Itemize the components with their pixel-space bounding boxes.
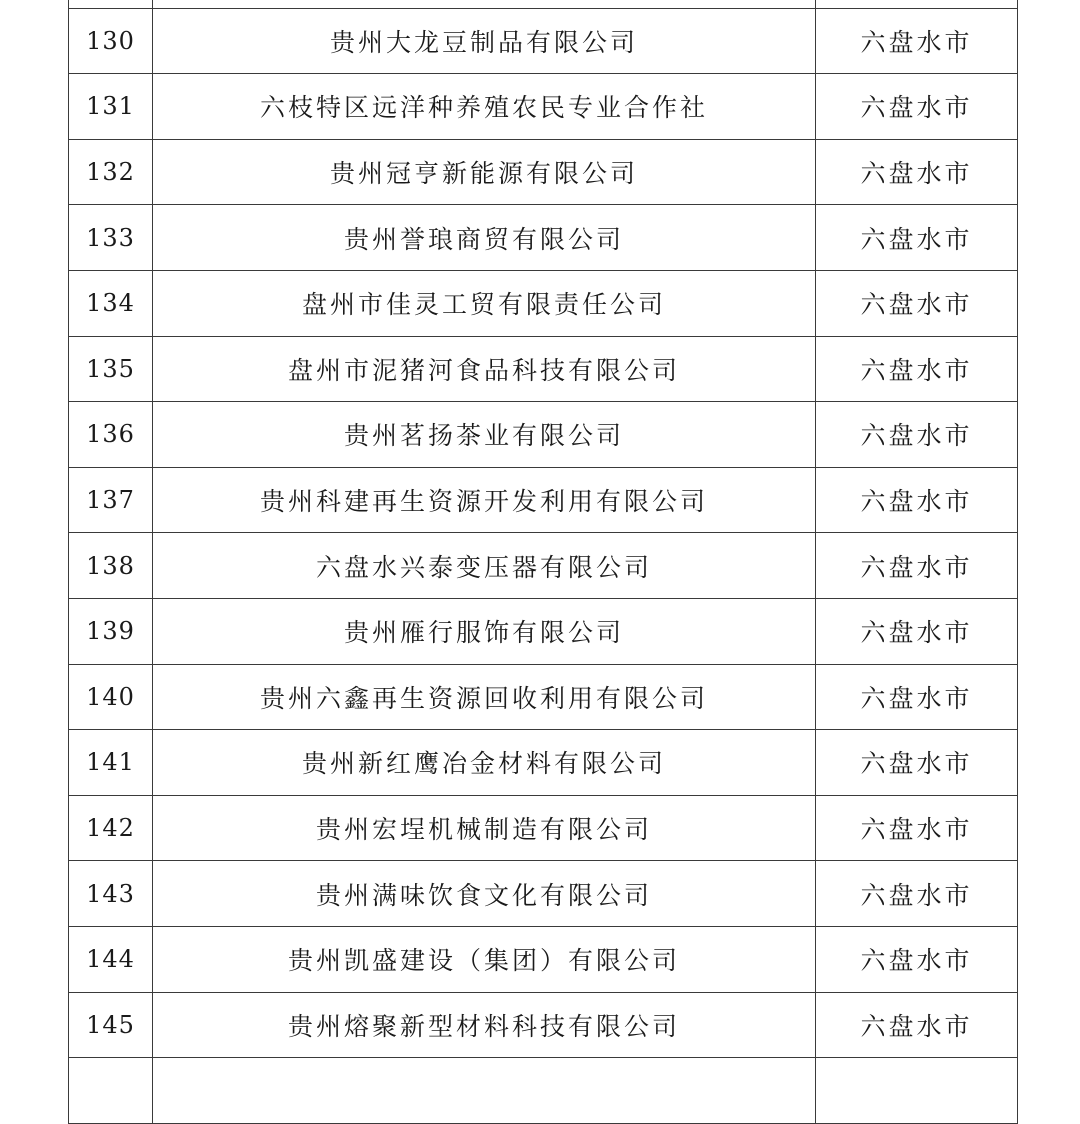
cell-empty (816, 0, 1018, 8)
table-row (69, 205, 1018, 271)
table-row-partial-top (69, 0, 1018, 8)
row-number: 142 (69, 795, 153, 861)
row-number: 138 (69, 533, 153, 599)
table-row (69, 730, 1018, 796)
company-name: 六盘水兴泰变压器有限公司 (153, 533, 816, 599)
city-name: 六盘水市 (816, 205, 1018, 271)
company-name: 贵州六鑫再生资源回收利用有限公司 (153, 664, 816, 730)
table-row (69, 467, 1018, 533)
table-row-partial-bottom (69, 1058, 1018, 1124)
city-name: 六盘水市 (816, 336, 1018, 402)
city-name: 六盘水市 (816, 270, 1018, 336)
row-number: 134 (69, 270, 153, 336)
table-row (69, 74, 1018, 140)
row-number: 133 (69, 205, 153, 271)
table-row (69, 139, 1018, 205)
row-number: 131 (69, 74, 153, 140)
company-name: 贵州誉琅商贸有限公司 (153, 205, 816, 271)
city-name: 六盘水市 (816, 926, 1018, 992)
row-number: 139 (69, 598, 153, 664)
table-row (69, 533, 1018, 599)
city-name: 六盘水市 (816, 533, 1018, 599)
cell-empty (816, 1058, 1018, 1124)
row-number: 136 (69, 402, 153, 468)
company-name: 贵州宏埕机械制造有限公司 (153, 795, 816, 861)
row-number: 143 (69, 861, 153, 927)
cell-empty (69, 0, 153, 8)
city-name: 六盘水市 (816, 795, 1018, 861)
row-number: 140 (69, 664, 153, 730)
cell-empty (153, 1058, 816, 1124)
city-name: 六盘水市 (816, 730, 1018, 796)
company-name: 贵州熔聚新型材料科技有限公司 (153, 992, 816, 1058)
row-number: 137 (69, 467, 153, 533)
table-row (69, 8, 1018, 74)
city-name: 六盘水市 (816, 402, 1018, 468)
city-name: 六盘水市 (816, 74, 1018, 140)
city-name: 六盘水市 (816, 8, 1018, 74)
table-row (69, 861, 1018, 927)
table-row (69, 926, 1018, 992)
company-name: 贵州满味饮食文化有限公司 (153, 861, 816, 927)
company-list-table (68, 0, 1018, 1124)
table-row (69, 598, 1018, 664)
table-row (69, 402, 1018, 468)
table-row (69, 795, 1018, 861)
company-name: 贵州大龙豆制品有限公司 (153, 8, 816, 74)
table-row (69, 992, 1018, 1058)
city-name: 六盘水市 (816, 139, 1018, 205)
row-number: 135 (69, 336, 153, 402)
company-name: 贵州茗扬茶业有限公司 (153, 402, 816, 468)
row-number: 144 (69, 926, 153, 992)
company-name: 贵州雁行服饰有限公司 (153, 598, 816, 664)
city-name: 六盘水市 (816, 861, 1018, 927)
row-number: 145 (69, 992, 153, 1058)
city-name: 六盘水市 (816, 992, 1018, 1058)
company-name: 贵州科建再生资源开发利用有限公司 (153, 467, 816, 533)
company-name: 贵州新红鹰冶金材料有限公司 (153, 730, 816, 796)
row-number: 141 (69, 730, 153, 796)
company-name: 贵州冠亨新能源有限公司 (153, 139, 816, 205)
cell-empty (69, 1058, 153, 1124)
city-name: 六盘水市 (816, 664, 1018, 730)
city-name: 六盘水市 (816, 467, 1018, 533)
city-name: 六盘水市 (816, 598, 1018, 664)
table-row (69, 664, 1018, 730)
row-number: 132 (69, 139, 153, 205)
company-name: 六枝特区远洋种养殖农民专业合作社 (153, 74, 816, 140)
company-name: 盘州市泥猪河食品科技有限公司 (153, 336, 816, 402)
company-name: 贵州凯盛建设（集团）有限公司 (153, 926, 816, 992)
company-name: 盘州市佳灵工贸有限责任公司 (153, 270, 816, 336)
table-body (69, 0, 1018, 1123)
table-row (69, 336, 1018, 402)
table-row (69, 270, 1018, 336)
cell-empty (153, 0, 816, 8)
row-number: 130 (69, 8, 153, 74)
